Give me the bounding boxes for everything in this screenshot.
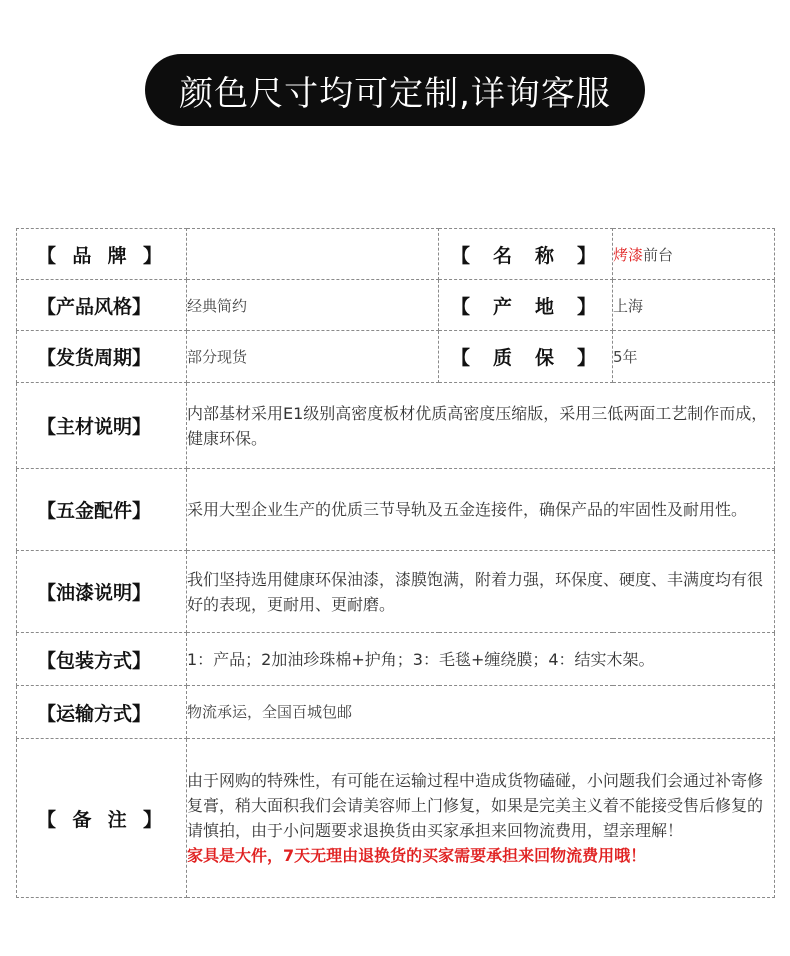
spec-row-packaging <box>17 633 775 686</box>
remarks-text: 由于网购的特殊性，有可能在运输过程中造成货物磕碰，小问题我们会通过补寄修复膏，稍大面积我们会请美容师上门修复，如果是完美主义着不能接受售后修复的请慎拍，由于小问题要求退换货由买家承担来回物流费用，望亲理解！ <box>187 771 764 840</box>
packaging-label: 【包装方式】 <box>17 633 187 686</box>
paint-label: 【油漆说明】 <box>17 551 187 633</box>
name-label: 【 名 称 】 <box>439 229 613 280</box>
spec-row-brand <box>17 229 775 280</box>
packaging-value: 1：产品；2加油珍珠棉+护角；3：毛毯+缠绕膜；4：结实木架。 <box>187 633 775 686</box>
hardware-label: 【五金配件】 <box>17 469 187 551</box>
origin-value: 上海 <box>613 280 775 331</box>
spec-row-remarks <box>17 739 775 898</box>
spec-row-material <box>17 383 775 469</box>
material-value: 内部基材采用E1级别高密度板材优质高密度压缩版，采用三低两面工艺制作而成，健康环保。 <box>187 383 775 469</box>
spec-row-transport <box>17 686 775 739</box>
remarks-label: 【 备 注 】 <box>17 739 187 898</box>
remarks-value <box>187 739 775 898</box>
remarks-warning: 家具是大件，7天无理由退换货的买家需要承担来回物流费用哦！ <box>187 846 647 865</box>
style-value: 经典简约 <box>187 280 439 331</box>
transport-label: 【运输方式】 <box>17 686 187 739</box>
product-spec-table <box>16 228 775 898</box>
spec-row-shipping <box>17 331 775 383</box>
spec-row-hardware <box>17 469 775 551</box>
brand-label: 【 品 牌 】 <box>17 229 187 280</box>
name-value: 烤漆前台 <box>613 229 775 280</box>
style-label: 【产品风格】 <box>17 280 187 331</box>
origin-label: 【 产 地 】 <box>439 280 613 331</box>
brand-value <box>187 229 439 280</box>
spec-row-style <box>17 280 775 331</box>
hardware-value: 采用大型企业生产的优质三节导轨及五金连接件，确保产品的牢固性及耐用性。 <box>187 469 775 551</box>
spec-row-paint <box>17 551 775 633</box>
shipping-value: 部分现货 <box>187 331 439 383</box>
banner-wrap <box>0 54 790 126</box>
transport-value: 物流承运，全国百城包邮 <box>187 686 775 739</box>
customization-banner: 颜色尺寸均可定制,详询客服 <box>145 54 645 126</box>
material-label: 【主材说明】 <box>17 383 187 469</box>
shipping-label: 【发货周期】 <box>17 331 187 383</box>
warranty-value: 5年 <box>613 331 775 383</box>
warranty-label: 【 质 保 】 <box>439 331 613 383</box>
paint-value: 我们坚持选用健康环保油漆，漆膜饱满，附着力强，环保度、硬度、丰满度均有很好的表现，更耐用、更耐磨。 <box>187 551 775 633</box>
